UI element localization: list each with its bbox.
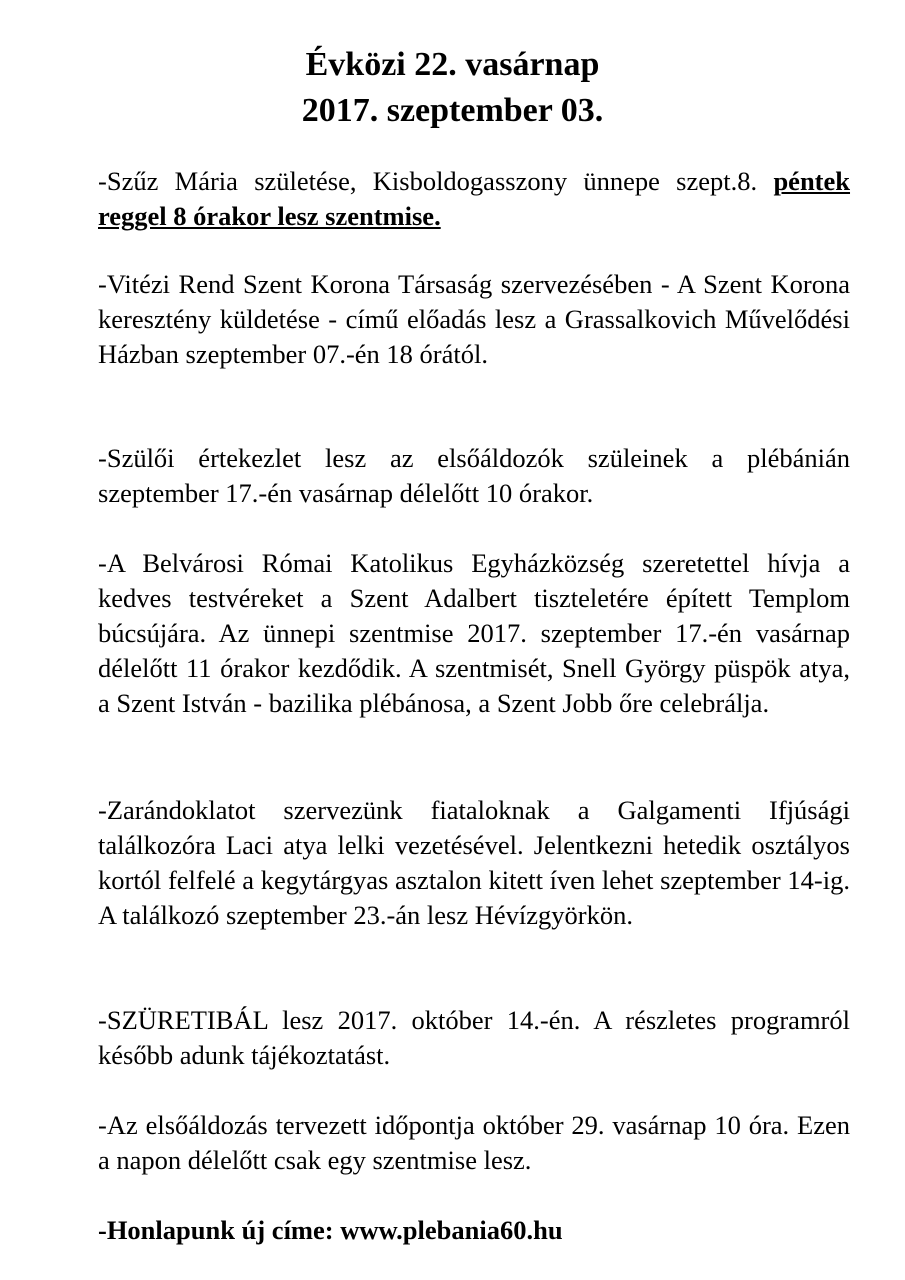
announcement-emphasis: péntek reggel 8 órakor lesz szentmise. (98, 166, 851, 231)
announcement-website (98, 1213, 850, 1248)
document-header (0, 42, 905, 134)
announcement-holy-crown-lecture (98, 267, 850, 372)
announcement-church-feast (98, 546, 850, 721)
announcement-text: -Zarándoklatot szervezünk fiataloknak a Galgamenti Ifjúsági találkozóra Laci atya lelki vezetésével. Jelentkezni hetedik osztályos kortól felfelé a kegytárgyas asztalon kitett íven lehet szeptember 14-ig. A találkozó szeptember 23.-án lesz Hévízgyörkön. (98, 795, 850, 930)
announcement-first-communion (98, 1108, 850, 1178)
announcement-parents-meeting (98, 441, 850, 511)
announcement-birth-of-mary (98, 164, 850, 234)
page-title: Évközi 22. vasárnap (305, 46, 600, 83)
announcement-text: -Szűz Mária születése, Kisboldogasszony ünnepe szept.8. (98, 166, 758, 196)
announcement-text: -SZÜRETIBÁL lesz 2017. október 14.-én. A részletes programról később adunk tájékoztatást. (98, 1005, 850, 1070)
announcement-text: -A Belvárosi Római Katolikus Egyházközség szeretettel hívja a kedves testvéreket a Szent Adalbert tiszteletére épített Templom búcsújára. Az ünnepi szentmise 2017. szeptember 17.-én vasárnap délelőtt 11 órakor kezdődik. A szentmisét, Snell György püspök atya, a Szent István - bazilika plébánosa, a Szent Jobb őre celebrálja. (98, 548, 850, 718)
page-date: 2017. szeptember 03. (301, 92, 604, 129)
announcement-youth-pilgrimage (98, 793, 850, 933)
website-address: -Honlapunk új címe: www.plebania60.hu (98, 1215, 563, 1245)
announcement-text: -Az elsőáldozás tervezett időpontja október 29. vasárnap 10 óra. Ezen a napon délelőtt csak egy szentmise lesz. (98, 1110, 850, 1175)
announcement-text: -Szülői értekezlet lesz az elsőáldozók szüleinek a plébánián szeptember 17.-én vasárnap délelőtt 10 órakor. (98, 443, 850, 508)
announcement-text: -Vitézi Rend Szent Korona Társaság szervezésében - A Szent Korona keresztény küldetése - című előadás lesz a Grassalkovich Művelődési Házban szeptember 07.-én 18 órától. (98, 269, 850, 369)
announcement-harvest-ball (98, 1003, 850, 1073)
